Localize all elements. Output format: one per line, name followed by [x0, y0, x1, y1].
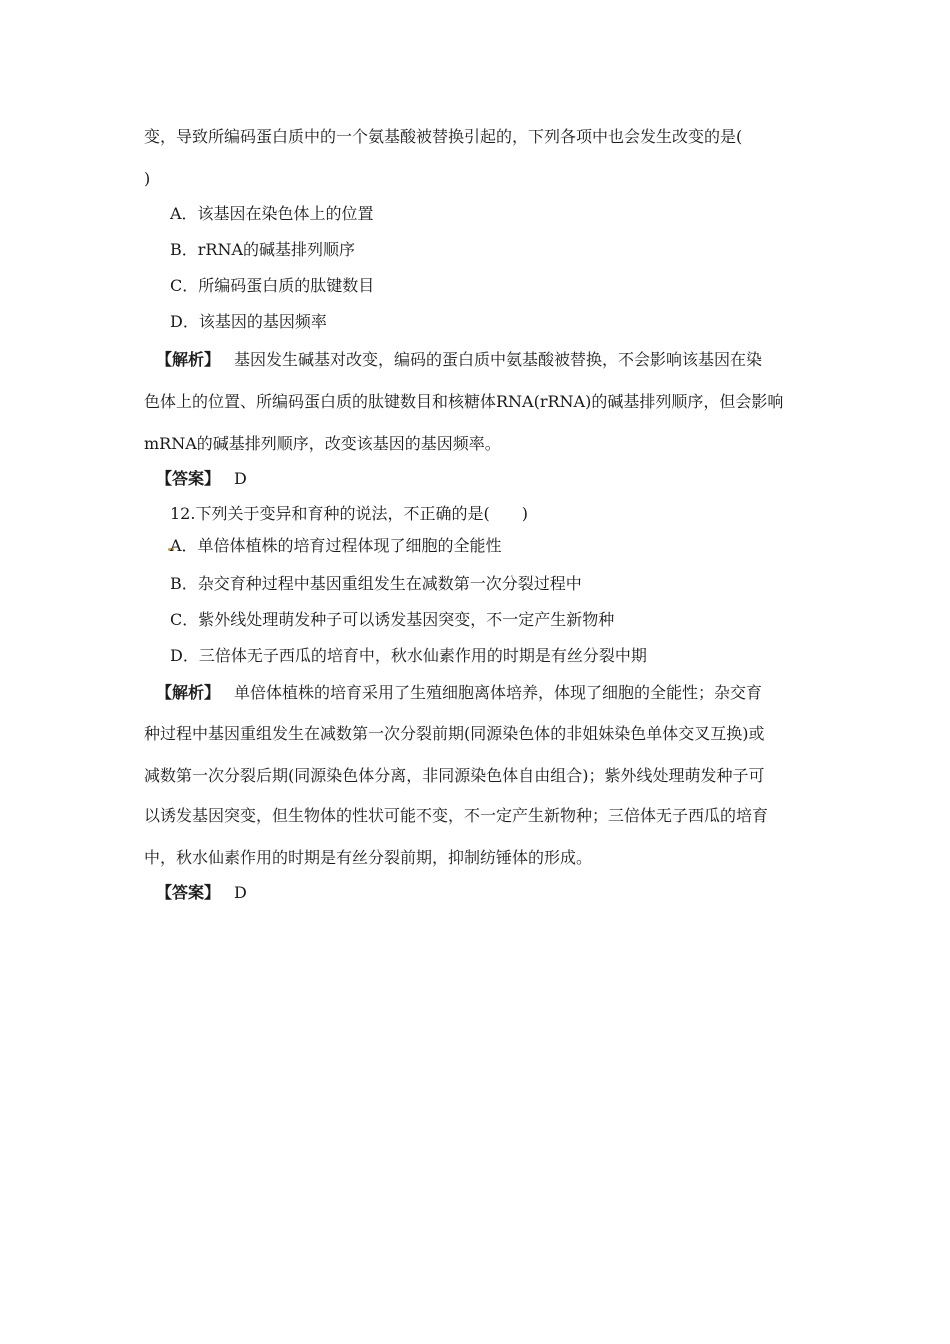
q11-analysis-line1 — [156, 350, 762, 370]
q12-analysis-line4: 以诱发基因突变，但生物体的性状可能不变，不一定产生新物种；三倍体无子西瓜的培育 — [144, 806, 769, 825]
q12-answer-line — [156, 883, 247, 903]
q12-option-b: B．杂交育种过程中基因重组发生在减数第一次分裂过程中 — [170, 574, 582, 593]
q12-answer-value: D — [234, 883, 247, 902]
q12-analysis-line5: 中，秋水仙素作用的时期是有丝分裂前期，抑制纺锤体的形成。 — [144, 848, 593, 867]
q11-option-a: A．该基因在染色体上的位置 — [170, 204, 374, 223]
q11-stem-line1: 变，导致所编码蛋白质中的一个氨基酸被替换引起的，下列各项中也会发生改变的是( — [144, 127, 743, 146]
q11-option-c: C．所编码蛋白质的肽键数目 — [170, 276, 375, 295]
q11-answer-line — [156, 469, 247, 489]
q11-analysis-line2: 色体上的位置、所编码蛋白质的肽键数目和核糖体RNA(rRNA)的碱基排列顺序，但会影响 — [144, 392, 784, 411]
q12-option-c: C．紫外线处理萌发种子可以诱发基因突变，不一定产生新物种 — [170, 610, 615, 629]
q12-option-a: A．单倍体植株的培育过程体现了细胞的全能性 — [170, 536, 502, 555]
q12-option-d: D．三倍体无子西瓜的培育中，秋水仙素作用的时期是有丝分裂中期 — [170, 646, 647, 665]
q11-answer-tag: 【答案】 — [156, 469, 221, 488]
q12-answer-tag: 【答案】 — [156, 883, 221, 902]
q11-answer-value: D — [234, 469, 247, 488]
q12-analysis-line3: 减数第一次分裂后期(同源染色体分离，非同源染色体自由组合)；紫外线处理萌发种子可 — [144, 766, 765, 785]
q12-analysis-line1 — [156, 683, 762, 703]
q11-analysis-line3: mRNA的碱基排列顺序，改变该基因的基因频率。 — [144, 434, 501, 453]
q11-option-d: D．该基因的基因频率 — [170, 312, 327, 331]
q11-option-b: B．rRNA的碱基排列顺序 — [170, 240, 356, 259]
q12-analysis-text1: 单倍体植株的培育采用了生殖细胞离体培养，体现了细胞的全能性；杂交育 — [234, 683, 763, 702]
q12-analysis-tag: 【解析】 — [156, 683, 221, 702]
q12-stem: 12.下列关于变异和育种的说法，不正确的是( ) — [170, 504, 528, 523]
q11-analysis-text1: 基因发生碱基对改变，编码的蛋白质中氨基酸被替换，不会影响该基因在染 — [234, 350, 763, 369]
q12-analysis-line2: 种过程中基因重组发生在减数第一次分裂前期(同源染色体的非姐妹染色单体交叉互换)或 — [144, 724, 765, 743]
q11-stem-line2: ) — [144, 169, 151, 188]
q11-analysis-tag: 【解析】 — [156, 350, 221, 369]
